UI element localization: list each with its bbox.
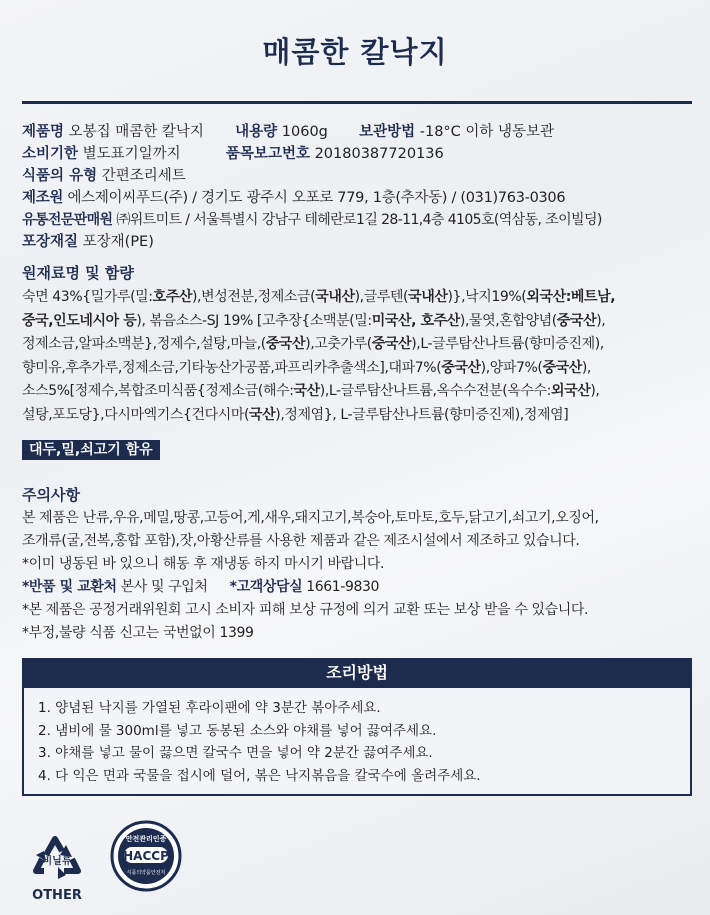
report-number-label: 품목보고번호 [225, 146, 310, 162]
manufacturer-value: 에스제이씨푸드(주) / 경기도 광주시 오포로 779, 1층(추자동) / (031)763-0306 [67, 190, 566, 206]
haccp-seal-icon [110, 820, 182, 892]
customer-service-label: *고객상담실 [229, 579, 303, 595]
ingredient-line: 소스5%[정제수,복합조미식품{정제소금(해수:국산),L-글루탐산나트륨,옥수수전분(옥수수:외국산), [22, 383, 600, 399]
title-divider [22, 101, 692, 104]
distributor-value: ㈜위트미트 / 서울특별시 강남구 테헤란로1길 28-11,4층 4105호(역삼동, 조이빌딩) [116, 212, 602, 228]
volume-label: 내용량 [235, 124, 278, 140]
info-row-1 [22, 121, 692, 143]
product-name-value: 오봉집 매콤한 칼낙지 [68, 124, 204, 140]
expiry-value: 별도표기일까지 [82, 146, 181, 162]
caution-line: 본 제품은 난류,우유,메밀,땅콩,고등어,게,새우,돼지고기,복숭아,토마토,호두,닭고기,쇠고기,오징어, [22, 510, 599, 526]
exchange-value: 본사 및 구입처 [120, 579, 208, 595]
packaging-label: 포장재질 [22, 234, 79, 250]
packaging-value: 포장재(PE) [82, 234, 154, 250]
cooking-step: 1. 양념된 낙지를 가열된 후라이팬에 약 3분간 볶아주세요. [38, 700, 381, 716]
caution-heading: 주의사항 [22, 486, 80, 504]
storage-value: -18°C 이하 냉동보관 [419, 124, 555, 140]
volume-value: 1060g [281, 124, 328, 140]
caution-line: *본 제품은 공정거래위원회 고시 소비자 피해 보상 규정에 의거 교환 또는 보상 받을 수 있습니다. [22, 602, 589, 618]
cooking-heading: 조리방법 [22, 658, 692, 688]
manufacturer-label: 제조원 [22, 190, 64, 206]
food-type-value: 간편조리세트 [101, 168, 186, 184]
cooking-steps [38, 697, 678, 787]
info-row-2 [22, 143, 692, 165]
recycle-label: 비닐류 [42, 856, 72, 867]
haccp-bottom-text: 식품의약품안전처 [126, 870, 166, 876]
cooking-step: 3. 야채를 넣고 물이 끓으면 칼국수 면을 넣어 약 2분간 끓여주세요. [38, 745, 433, 761]
info-row-6 [22, 231, 692, 253]
recycle-sub-label: OTHER [32, 888, 82, 903]
ingredient-line: 정제소금,알파소맥분},정제수,설탕,마늘,(중국산),고춧가루(중국산),L-글루탐산나트륨(향미증진제), [22, 336, 604, 352]
haccp-top-text: 안전관리인증 [125, 835, 167, 843]
cooking-step: 2. 냄비에 물 300ml를 넣고 동봉된 소스와 야채를 넣어 끓여주세요. [38, 722, 437, 739]
product-info [22, 121, 692, 253]
caution-text [22, 507, 694, 645]
info-row-4 [22, 187, 692, 209]
ingredient-line: 향미유,후추가루,정제소금,기타농산가공품,파프리카추출색소],대파7%(중국산),양파7%(중국산), [22, 359, 591, 376]
ingredients-heading: 원재료명 및 함량 [22, 264, 134, 282]
ingredient-line: 설탕,포도당},다시마엑기스{건다시마(국산),정제염}, L-글루탐산나트륨(향미증진제),정제염] [22, 406, 569, 423]
info-row-3 [22, 165, 692, 187]
ingredient-line: 숙면 43%{밀가루(밀:호주산),변성전분,정제소금(국내산),글루텐(국내산)},낙지19%(외국산:베트남, [22, 289, 616, 305]
product-name-label: 제품명 [22, 124, 65, 140]
cooking-step: 4. 다 익은 면과 국물을 접시에 덜어, 볶은 낙지볶음을 칼국수에 올려주세요. [38, 767, 481, 784]
ingredients-list [22, 286, 694, 427]
caution-line: *부정,불량 식품 신고는 국번없이 1399 [22, 625, 254, 641]
caution-line: 조개류(굴,전복,홍합 포함),잣,아황산류를 사용한 제품과 같은 제조시설에서 제조하고 있습니다. [22, 533, 580, 549]
expiry-label: 소비기한 [22, 146, 79, 162]
customer-service-value: 1661-9830 [306, 579, 379, 595]
distributor-label: 유통전문판매원 [22, 212, 113, 228]
allergen-badge: 대두,밀,쇠고기 함유 [22, 440, 160, 460]
storage-label: 보관방법 [359, 124, 416, 140]
info-row-5 [22, 209, 692, 231]
haccp-main-text: HACCP [123, 849, 169, 863]
report-number-value: 20180387720136 [314, 146, 444, 162]
caution-line [22, 576, 694, 599]
food-type-label: 식품의 유형 [22, 168, 98, 184]
exchange-label: *반품 및 교환처 [22, 579, 117, 595]
recycle-mark-icon [22, 815, 92, 905]
ingredient-line: 중국,인도네시아 등), 볶음소스-SJ 19% [고추장{소맥분(밀:미국산, 호주산),물엿,혼합양념(중국산), [22, 312, 606, 329]
caution-line: *이미 냉동된 바 있으니 해동 후 재냉동 하지 마시기 바랍니다. [22, 556, 385, 572]
page-title: 매콤한 칼낙지 [262, 35, 448, 69]
